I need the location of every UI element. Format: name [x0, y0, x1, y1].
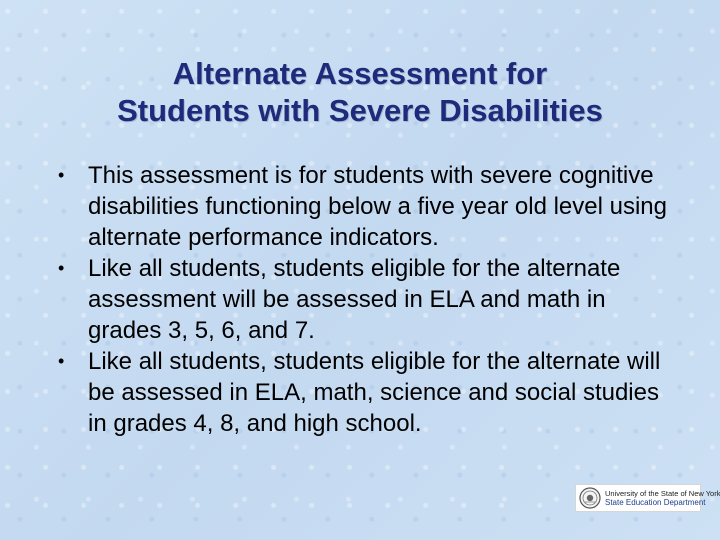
bullet-list — [58, 160, 678, 439]
bullet-text: This assessment is for students with severe cognitive disabilities functioning below a five year old level using alternate performance indicators. — [88, 162, 667, 251]
logo-line-1: University of the State of New York — [605, 489, 720, 498]
bullet-marker: • — [58, 351, 65, 371]
bullet-marker: • — [58, 258, 65, 278]
logo-line-2: State Education Department — [605, 498, 706, 507]
title-line-2: Students with Severe Disabilities — [117, 93, 603, 128]
slide-title — [40, 55, 680, 129]
bullet-text: Like all students, students eligible for the alternate assessment will be assessed in ELA and math in grades 3, 5, 6, and 7. — [88, 255, 621, 344]
title-line-1: Alternate Assessment for — [172, 56, 548, 91]
bullet-item — [58, 160, 678, 253]
bullet-item — [58, 253, 678, 346]
bullet-marker: • — [58, 165, 65, 185]
nysed-logo — [575, 484, 720, 512]
state-seal-icon — [579, 487, 601, 509]
bullet-item — [58, 346, 678, 439]
bullet-text: Like all students, students eligible for the alternate will be assessed in ELA, math, science and social studies in grades 4, 8, and high school. — [88, 348, 661, 437]
